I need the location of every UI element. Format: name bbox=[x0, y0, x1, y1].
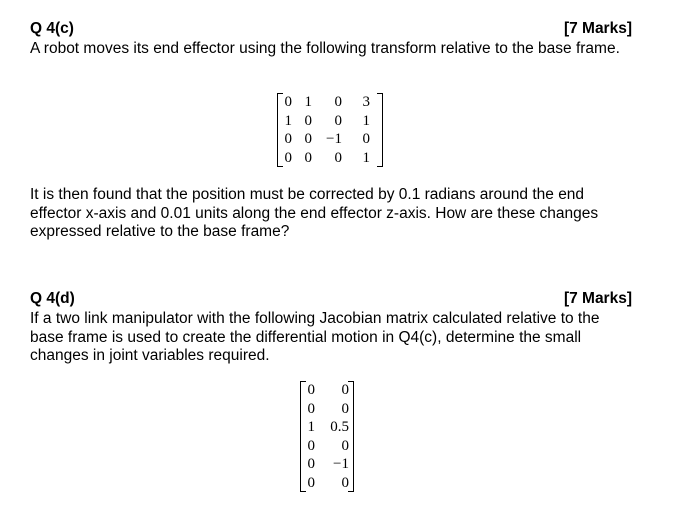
transform-matrix-cell: 0 bbox=[284, 94, 292, 110]
transform-matrix bbox=[277, 93, 383, 167]
transform-matrix-cell: 0 bbox=[304, 149, 312, 166]
q4c-question: It is then found that the position must be corrected by 0.1 radians around the end effector x-axis and 0.01 units along the end effector z-axis. How are these changes expressed relative to the base frame? bbox=[30, 186, 599, 240]
q4c-marks: [7 Marks] bbox=[563, 20, 632, 37]
transform-matrix-row bbox=[283, 112, 370, 131]
transform-matrix-row bbox=[283, 93, 370, 112]
jacobian-matrix-cell: 0 bbox=[307, 400, 315, 417]
jacobian-matrix-row bbox=[306, 418, 349, 437]
jacobian-matrix-cell: 1 bbox=[307, 419, 315, 435]
jacobian-matrix-cell: 0 bbox=[341, 474, 349, 491]
transform-matrix-cell: 0 bbox=[304, 112, 312, 129]
q4c-intro: A robot moves its end effector using the following transform relative to the base frame. bbox=[30, 40, 620, 57]
transform-matrix-cell: 0 bbox=[284, 131, 292, 147]
jacobian-matrix bbox=[300, 381, 354, 492]
jacobian-matrix-cell: 0 bbox=[341, 382, 349, 398]
jacobian-matrix-row bbox=[306, 400, 349, 419]
jacobian-matrix-row bbox=[306, 381, 349, 400]
q4d-marks: [7 Marks] bbox=[563, 290, 632, 307]
transform-matrix-cell: 0 bbox=[334, 94, 342, 110]
transform-matrix-cell: 3 bbox=[362, 94, 370, 110]
transform-matrix-cell: 1 bbox=[284, 112, 292, 129]
jacobian-matrix-cell: 0 bbox=[341, 400, 349, 417]
transform-matrix-cell: 0 bbox=[304, 131, 312, 147]
jacobian-matrix-cell: 0.5 bbox=[330, 419, 349, 435]
transform-matrix-cell: 1 bbox=[304, 94, 312, 110]
transform-matrix-cell: 0 bbox=[334, 112, 342, 129]
transform-matrix-cell: 0 bbox=[284, 149, 292, 166]
q4d-question: If a two link manipulator with the following Jacobian matrix calculated relative to the base frame is used to create the differential motion in Q4(c), determine the small changes in joint variables required. bbox=[30, 310, 600, 364]
jacobian-matrix-cell: 0 bbox=[307, 456, 315, 472]
transform-matrix-cell: 0 bbox=[362, 131, 370, 147]
jacobian-matrix-cell: 0 bbox=[307, 474, 315, 491]
jacobian-matrix-row bbox=[306, 455, 349, 474]
transform-matrix-row bbox=[283, 149, 370, 168]
matrix-right-bracket bbox=[377, 93, 383, 167]
transform-matrix-cell: 0 bbox=[334, 149, 342, 166]
q4d-label: Q 4(d) bbox=[30, 290, 75, 307]
transform-matrix-cell: −1 bbox=[326, 131, 342, 147]
transform-matrix-row bbox=[283, 130, 370, 149]
jacobian-matrix-cell: 0 bbox=[307, 437, 315, 454]
jacobian-matrix-cell: 0 bbox=[341, 437, 349, 454]
jacobian-matrix-row bbox=[306, 437, 349, 456]
transform-matrix-cell: 1 bbox=[362, 149, 370, 166]
jacobian-matrix-row bbox=[306, 474, 349, 493]
jacobian-matrix-cell: −1 bbox=[333, 456, 349, 472]
transform-matrix-cell: 1 bbox=[362, 112, 370, 129]
jacobian-matrix-cell: 0 bbox=[307, 382, 315, 398]
q4c-label: Q 4(c) bbox=[30, 20, 74, 37]
